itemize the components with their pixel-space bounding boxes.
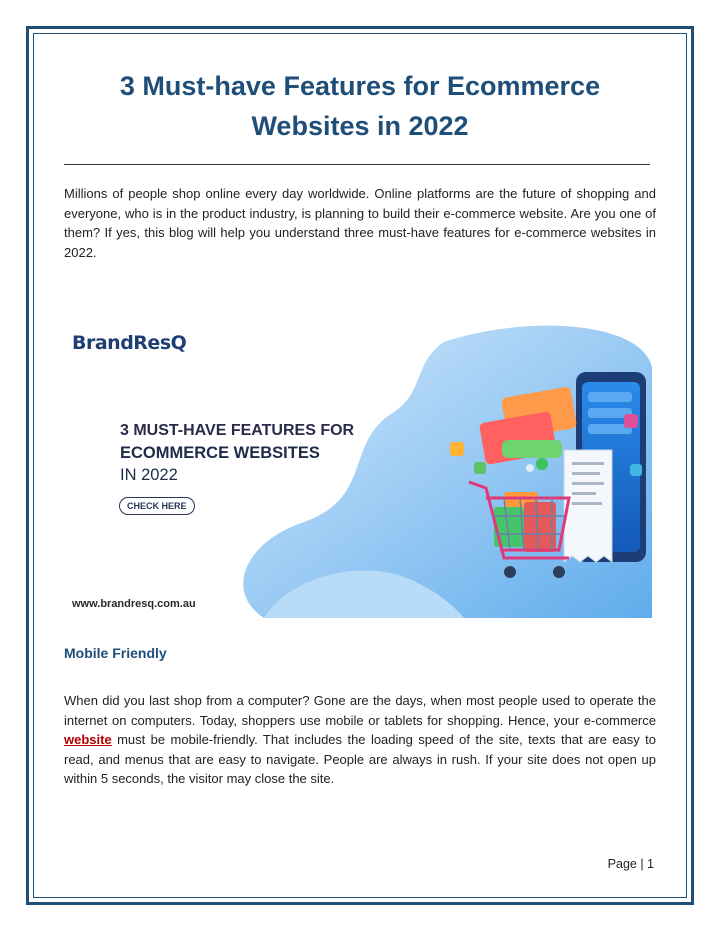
document-title: 3 Must-have Features for Ecommerce Websites in 2022 [119, 71, 601, 141]
intro-paragraph: Millions of people shop online every day worldwide. Online platforms are the future of shopping and everyone, who is in the product industry, is planning to build their e-commerce website. Are you one of them? If yes, this blog will help you understand three must-have features for e-commerce websites in 2022. [64, 186, 656, 260]
banner-headline-line2-text: ECOMMERCE WEBSITES [120, 444, 320, 462]
page-number: Page | 1 [607, 857, 654, 871]
website-link[interactable]: website [64, 732, 112, 747]
banner-headline-line3-text: IN 2022 [120, 466, 178, 484]
brand-logo: BrandResQ [72, 332, 187, 354]
banner-headline-line2 [120, 442, 320, 486]
banner-headline-line1: 3 MUST-HAVE FEATURES FOR [120, 422, 355, 439]
section-paragraph [64, 691, 656, 789]
feature-banner-image [64, 322, 652, 618]
section-text-before: When did you last shop from a computer? Gone are the days, when most people used to operate the internet on computers. Today, shoppers use mobile or tablets for shopping. Hence, your e-commerce [64, 693, 656, 728]
title-divider [64, 164, 650, 165]
banner-url: www.brandresq.com.au [72, 598, 196, 610]
section-text-after: must be mobile-friendly. That includes the loading speed of the site, texts that are easy to read, and menus that are easy to navigate. People are always in rush. If your site does not open up within 5 seconds, the visitor may close the site. [64, 732, 656, 786]
section-heading: Mobile Friendly [64, 645, 167, 661]
check-here-button[interactable]: CHECK HERE [119, 497, 195, 515]
